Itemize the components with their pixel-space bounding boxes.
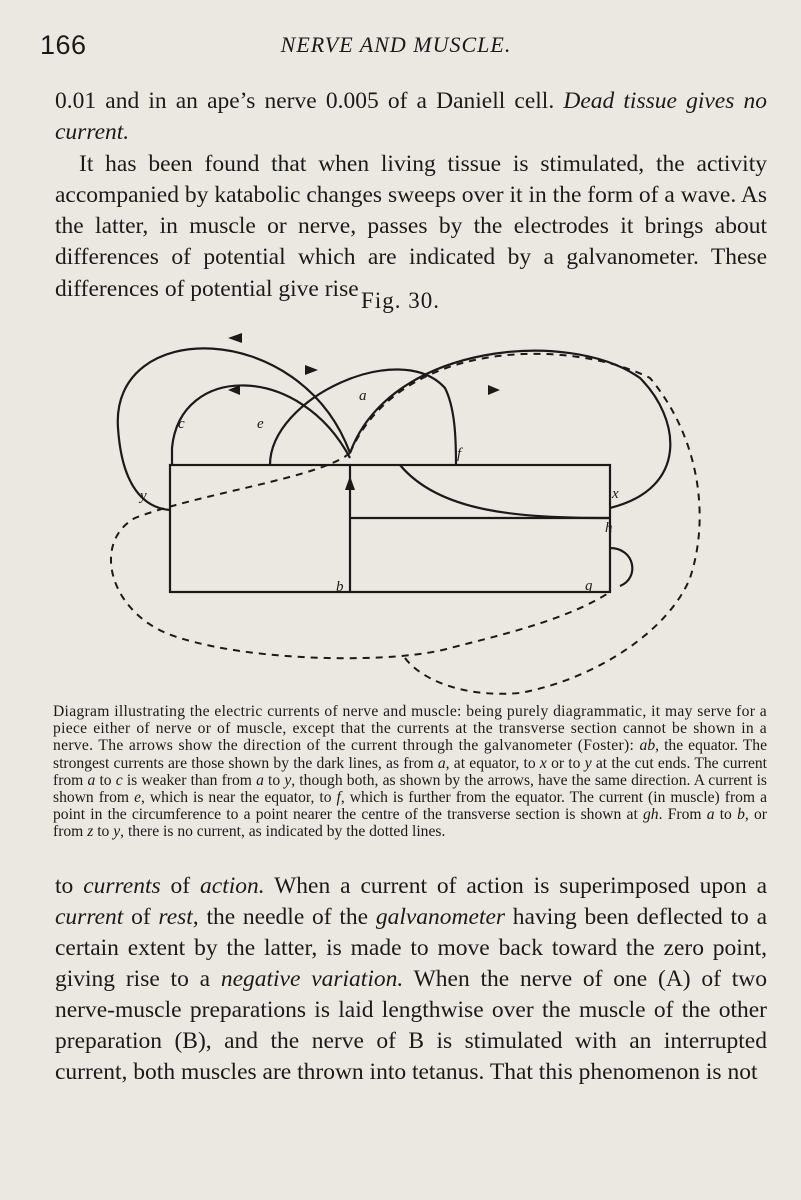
label-h: h <box>605 520 613 536</box>
arrow-center <box>305 365 318 375</box>
label-g: g <box>585 578 593 594</box>
current-g-to-h <box>610 548 632 586</box>
page-header <box>40 30 752 66</box>
para1-sentence-2: It has been found that when living tissue is stimulated, the activity accompanied by katabolic changes sweeps over it in the form of a wave. As the latter, in muscle or nerve, passes by the electrodes it brings about differences of potential which are indicated by a galvanometer. These differences of potential give rise <box>55 150 767 302</box>
paragraph-currents-of-action: to currents of action. When a current of action is superimposed upon a current of rest, the needle of the galvanometer having been deflected to a certain extent by the latter, is made to move back toward the zero point, giving rise to a negative variation. When the nerve of one (A) of two nerve-muscle preparations is laid lengthwise over the muscle of the other preparation (B), and the nerve of B is stimulated with an interrupted current, both muscles are thrown into tetanus. That this phenomenon is not <box>55 873 768 1085</box>
label-c: c <box>178 416 185 432</box>
paragraph-intro <box>55 86 767 305</box>
page-number: 166 <box>40 30 87 60</box>
figure-label: Fig. 30. <box>361 288 440 313</box>
dotted-z-to-y <box>350 354 700 694</box>
current-a-to-x <box>350 351 670 508</box>
current-a-to-y <box>118 348 350 510</box>
figure-caption: Diagram illustrating the electric currents of nerve and muscle: being purely diagrammatic, it may serve for a piece either of nerve or of muscle, except that the currents at the transverse section cannot be shown in a nerve. The arrows show the direction of the current through the galvanometer (Foster): ab, the equator. The strongest currents are those shown by the dark lines, as from a, at equator, to x or to y at the cut ends. The current from a to c is weaker than from a to y, though both, as shown by the arrows, have the same direction. A current is shown from e, which is near the equator, to f, which is further from the equator. The current (in muscle) from a point in the circumference to a point nearer the centre of the transverse section is shown at gh. From a to b, or from z to y, there is no current, as indicated by the dotted lines. <box>53 703 767 841</box>
running-head: NERVE AND MUSCLE. <box>280 32 512 57</box>
arrow-right <box>488 385 500 395</box>
para1-sentence-1: 0.01 and in an ape’s nerve 0.005 of a Daniell cell. <box>55 88 564 114</box>
inner-curve <box>400 465 610 518</box>
current-e-to-f <box>270 369 456 465</box>
label-y: y <box>140 488 147 504</box>
label-x: x <box>612 486 619 502</box>
arrow-galvanometer <box>345 476 355 490</box>
arrow-top-left <box>228 333 242 343</box>
dotted-a-to-b <box>111 453 610 658</box>
tissue-rectangle <box>170 465 610 592</box>
para1-italic-phrase: Dead tissue gives no current. <box>55 88 767 146</box>
label-f: f <box>457 446 462 462</box>
label-a: a <box>359 388 367 404</box>
nerve-muscle-current-diagram <box>100 318 740 700</box>
label-e: e <box>257 416 264 432</box>
label-b: b <box>336 579 344 595</box>
